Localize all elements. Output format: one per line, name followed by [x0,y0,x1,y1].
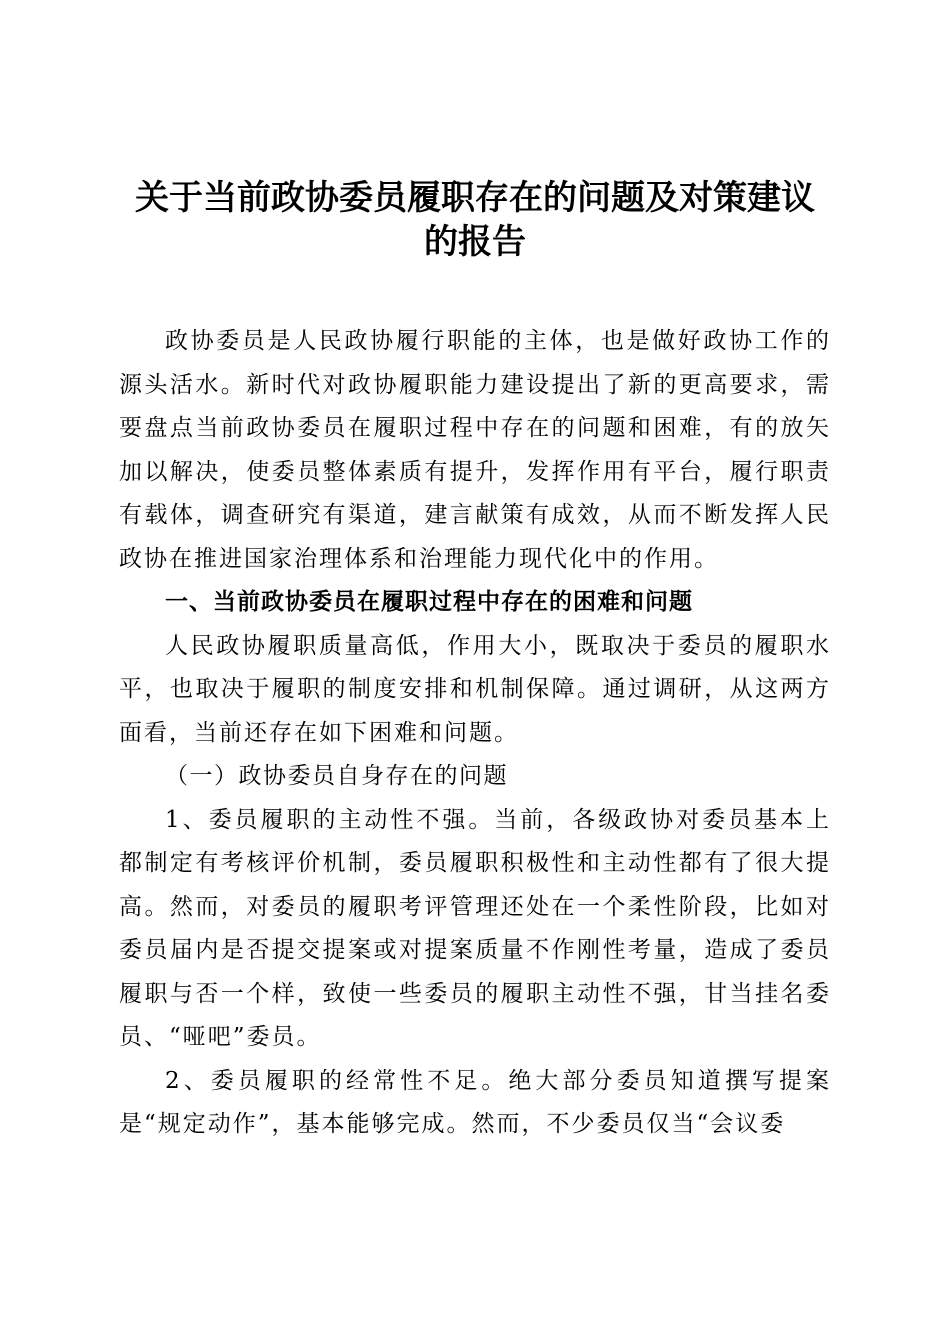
section-heading-1: 一、当前政协委员在履职过程中存在的困难和问题 [165,589,693,615]
document-body [119,320,831,1147]
subsection-heading-1: （一）政协委员自身存在的问题 [165,763,508,789]
section-1-paragraph: 人民政协履职质量高低，作用大小，既取决于委员的履职水平，也取决于履职的制度安排和机制保障。通过调研，从这两方面看，当前还存在如下困难和问题。 [119,632,831,746]
point-1-paragraph: 1、委员履职的主动性不强。当前，各级政协对委员基本上都制定有考核评价机制，委员履职积极性和主动性都有了很大提高。然而，对委员的履职考评管理还处在一个柔性阶段，比如对委员届内是否提交提案或对提案质量不作刚性考量，造成了委员履职与否一个样，致使一些委员的履职主动性不强，甘当挂名委员、“哑吧”委员。 [119,806,831,1050]
document-title [100,176,850,264]
point-2-paragraph: 2、委员履职的经常性不足。绝大部分委员知道撰写提案是“规定动作”，基本能够完成。然而，不少委员仅当“会议委 [119,1067,831,1137]
title-line-2: 的报告 [424,222,526,262]
title-line-1: 关于当前政协委员履职存在的问题及对策建议 [135,178,815,218]
intro-paragraph: 政协委员是人民政协履行职能的主体，也是做好政协工作的源头活水。新时代对政协履职能力建设提出了新的更高要求，需要盘点当前政协委员在履职过程中存在的问题和困难，有的放矢加以解决，使委员整体素质有提升，发挥作用有平台，履行职责有载体，调查研究有渠道，建言献策有成效，从而不断发挥人民政协在推进国家治理体系和治理能力现代化中的作用。 [119,328,831,572]
